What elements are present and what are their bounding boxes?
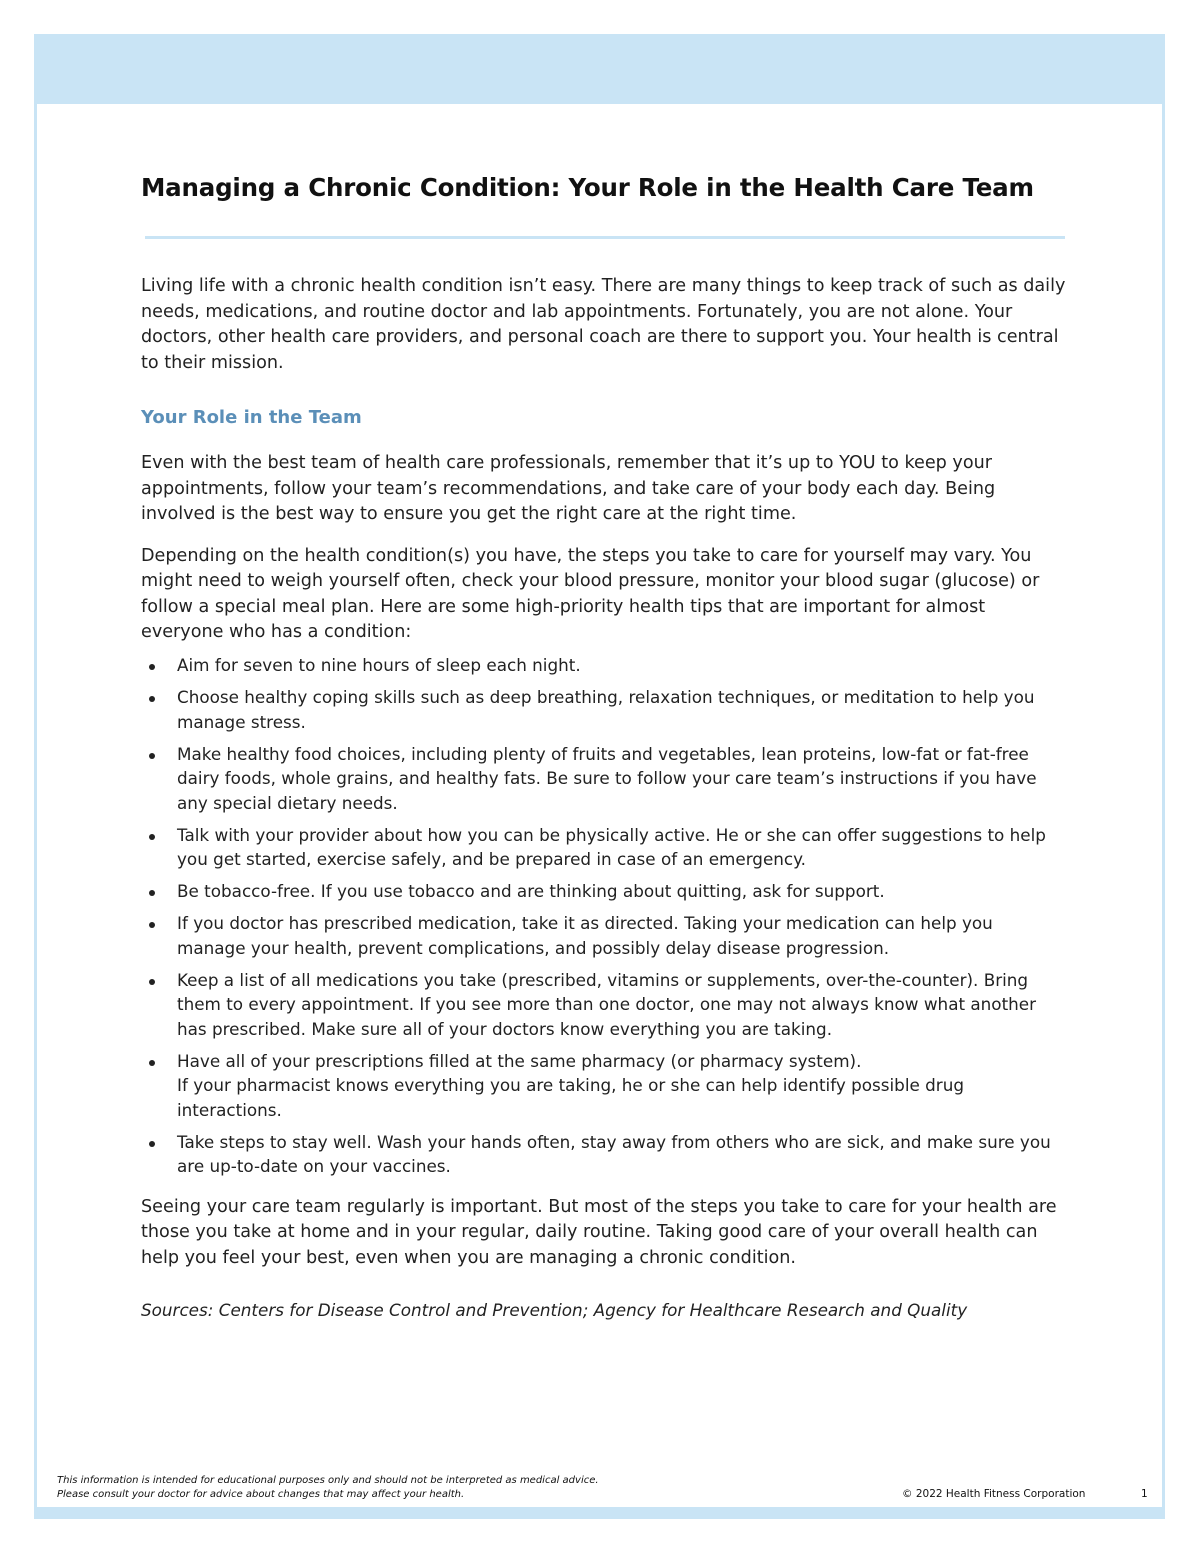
list-item: [141, 823, 1066, 872]
tip-text: Take steps to stay well. Wash your hands often, stay away from others who are sick, and make sure you are up-to-date on your vaccines.: [177, 1131, 1051, 1176]
list-item: [141, 911, 1066, 960]
list-item: [141, 1130, 1066, 1179]
bullet-icon: [149, 979, 155, 985]
bullet-icon: [149, 834, 155, 840]
tip-text: Be tobacco-free. If you use tobacco and are thinking about quitting, ask for support.: [177, 881, 885, 901]
bullet-icon: [149, 890, 155, 896]
closing-paragraph: Seeing your care team regularly is important. But most of the steps you take to care for your health are those you take at home and in your regular, daily routine. Taking good care of your overall health can help you feel your best, even when you are managing a chronic condition.: [141, 1196, 1057, 1268]
list-item: [141, 653, 1066, 678]
bullet-icon: [149, 753, 155, 759]
sources-citation: Sources: Centers for Disease Control and Prevention; Agency for Healthcare Research and Quality: [141, 1300, 968, 1320]
tip-text: Keep a list of all medications you take (prescribed, vitamins or supplements, over-the-counter). Bring them to every appointment. If you see more than one doctor, one may not always know what another has prescribed. Make sure all of your doctors know everything you are taking.: [177, 969, 1037, 1039]
tip-text: Make healthy food choices, including plenty of fruits and vegetables, lean proteins, low-fat or fat-free dairy foods, whole grains, and healthy fats. Be sure to follow your care team’s instructions if you have any special dietary needs.: [177, 743, 1037, 813]
tip-text: Talk with your provider about how you can be physically active. He or she can offer suggestions to help you get started, exercise safely, and be prepared in case of an emergency.: [177, 824, 1046, 869]
disclaimer-line-2: Please consult your doctor for advice about changes that may affect your health.: [57, 1489, 465, 1500]
title-divider: [145, 236, 1065, 239]
header-band: [34, 34, 1165, 104]
section-heading: Your Role in the Team: [141, 407, 362, 428]
bullet-icon: [149, 1060, 155, 1066]
role-paragraph-2: Depending on the health condition(s) you have, the steps you take to care for yourself may vary. You might need to weigh yourself often, check your blood pressure, monitor your blood sugar (glucose) or follow a special meal plan. Here are some high-priority health tips that are important for almost everyone who has a condition:: [141, 545, 1040, 642]
health-tips-list: [141, 653, 1066, 1179]
copyright-notice: © 2022 Health Fitness Corporation: [902, 1488, 1086, 1500]
list-item: [141, 742, 1066, 816]
document-body: [141, 168, 1066, 1323]
bullet-icon: [149, 922, 155, 928]
bullet-icon: [149, 696, 155, 702]
list-item: [141, 879, 1066, 904]
tip-text: Choose healthy coping skills such as deep breathing, relaxation techniques, or meditation to help you manage stress.: [177, 687, 1035, 732]
footer-disclaimer: [57, 1474, 599, 1502]
list-item: [141, 1049, 1066, 1123]
page-number: 1: [1141, 1488, 1148, 1500]
tip-text: If you doctor has prescribed medication, take it as directed. Taking your medication can help you manage your health, prevent complications, and possibly delay disease progression.: [177, 913, 993, 958]
role-paragraph-1: Even with the best team of health care professionals, remember that it’s up to YOU to keep your appointments, follow your team’s recommendations, and take care of your body each day. Being involved is the best way to ensure you get the right care at the right time.: [141, 453, 996, 524]
intro-paragraph: Living life with a chronic health condition isn’t easy. There are many things to keep track of such as daily needs, medications, and routine doctor and lab appointments. Fortunately, you are not alone. Your doctors, other health care providers, and personal coach are there to support you. Your health is central to their mission.: [141, 276, 1066, 373]
tip-text: Aim for seven to nine hours of sleep each night.: [177, 655, 581, 675]
list-item: [141, 968, 1066, 1042]
bullet-icon: [149, 1141, 155, 1147]
list-item: [141, 685, 1066, 734]
page-title: Managing a Chronic Condition: Your Role in the Health Care Team: [141, 173, 1034, 202]
tip-text: Have all of your prescriptions filled at the same pharmacy (or pharmacy system). If your pharmacist knows everything you are taking, he or she can help identify possible drug interactions.: [177, 1050, 964, 1120]
disclaimer-line-1: This information is intended for educational purposes only and should not be interpreted as medical advice.: [57, 1475, 599, 1486]
bullet-icon: [149, 664, 155, 670]
